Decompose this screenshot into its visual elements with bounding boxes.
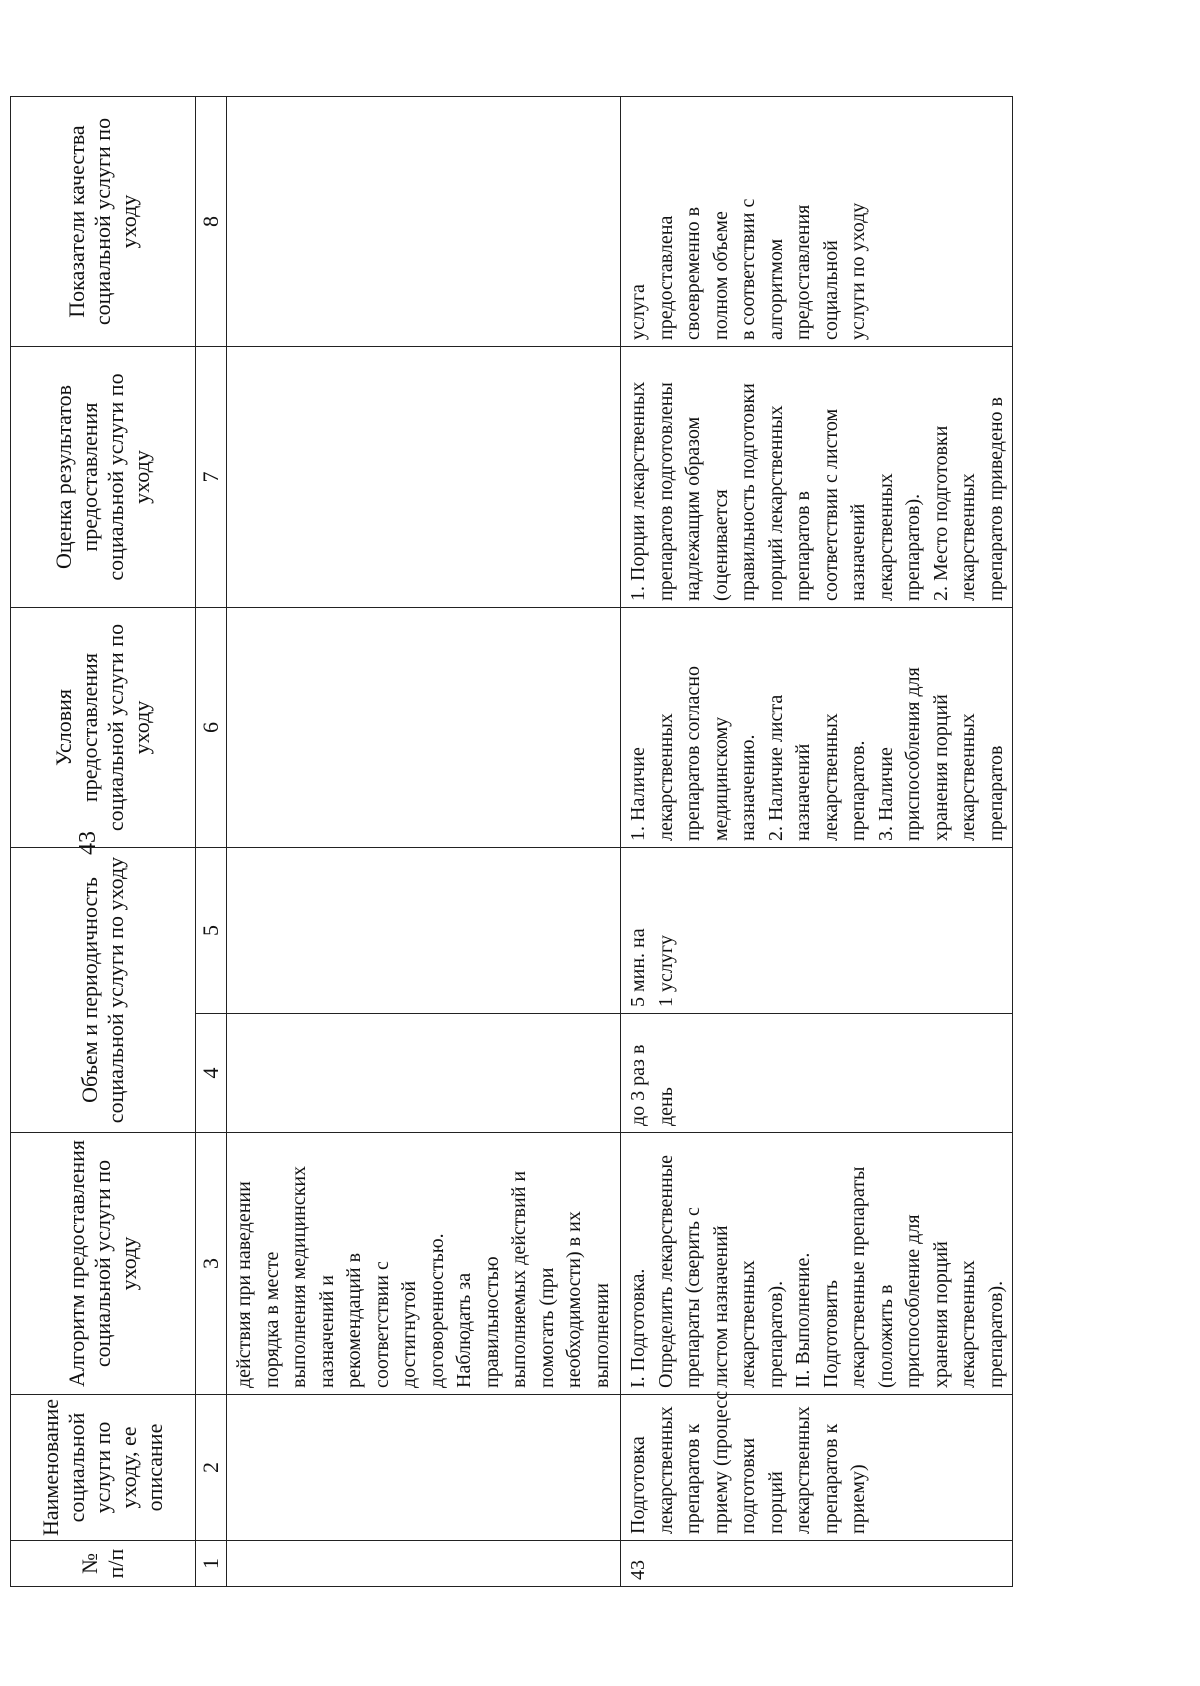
cell-algorithm [227,1133,621,1395]
column-number: 8 [196,97,227,347]
cell-line: лекарственных [957,473,979,601]
column-number: 2 [196,1395,227,1541]
cell-line: приему (процесс [709,1390,732,1534]
cell-line: препаратов. [847,740,869,841]
cell-number [227,1541,621,1587]
cell-line: алгоритмом [764,238,787,340]
cell-line: приспособление для [902,1214,924,1388]
cell-line: предоставлена [654,215,677,340]
cell-line: лекарственных [957,713,979,841]
cell-service-name [227,1395,621,1541]
cell-line: лекарственных [654,1406,677,1534]
cell-periodicity [227,848,621,1014]
table-row [227,97,621,1587]
cell-line: правильностью [480,1256,503,1388]
header-service-name: Наименование социальной услуги по уходу, ее описание [11,1395,196,1541]
cell-line: выполнении [590,1283,613,1388]
cell-conditions [621,608,1013,848]
cell-line: I. Подготовка. [627,1268,649,1388]
cell-line: препаратов). [902,493,924,601]
column-number: 5 [196,848,227,1014]
cell-line: действия при наведении [233,1181,255,1388]
services-table [10,97,1030,1587]
cell-line: правильность подготовки [737,383,759,601]
header-volume-periodicity: Объем и периодичность социальной услуги по уходу [11,848,196,1133]
cell-volume [621,1014,1013,1133]
header-quality: Показатели качества социальной услуги по уходу [11,97,196,347]
cell-line: Подготовка [627,1436,649,1534]
cell-line: препаратов). [984,1280,1007,1388]
cell-line: лекарственных [654,713,677,841]
header-number: № п/п [11,1541,196,1587]
cell-line: соответствии с листом [819,408,842,601]
cell-conditions [227,608,621,848]
cell-line: назначений [792,743,814,841]
cell-line: необходимости) в их [563,1211,585,1388]
cell-line: препаратов согласно [682,666,704,841]
header-algorithm: Алгоритм предоставления социальной услуги по уходу [11,1133,196,1395]
column-number: 6 [196,608,227,848]
cell-line: (оценивается [709,489,732,601]
cell-line: выполняемых действий и [508,1170,530,1388]
cell-line: надлежащим образом [682,416,704,601]
cell-line: препаратов подготовлены [654,382,677,601]
cell-evaluation [621,347,1013,608]
page-number: 43 [75,831,101,855]
cell-line: день [654,1087,677,1126]
cell-algorithm [621,1133,1013,1395]
table-row [621,97,1013,1587]
cell-line: препаратов приведено в [984,397,1007,601]
cell-line: до 3 раз в [627,1044,649,1126]
cell-line: листом назначений [709,1225,732,1388]
cell-line: предоставления [792,204,814,340]
cell-line: помогать (при [535,1267,558,1388]
cell-line: лекарственных [957,1260,979,1388]
cell-line: 1. Порции лекарственных [627,381,649,601]
cell-line: (положить в [874,1284,897,1388]
cell-line: препаратов к [819,1423,842,1534]
cell-line: 2. Место подготовки [929,425,952,601]
cell-quality [621,97,1013,347]
cell-line: лекарственных [874,473,897,601]
cell-line: порций лекарственных [764,405,787,601]
header-conditions: Условия предоставления социальной услуги по уходу [11,608,196,848]
cell-line: 2. Наличие листа [764,694,787,841]
cell-line: в соответствии с [737,198,759,340]
cell-line: препаратов). [764,1280,787,1388]
cell-line: выполнения медицинских [288,1165,310,1388]
cell-line: услуги по уходу [847,202,869,340]
cell-line: лекарственных [737,1260,759,1388]
cell-line: договоренностью. [425,1233,448,1388]
cell-volume [227,1014,621,1133]
cell-line: препаратов к [682,1423,704,1534]
cell-line: приему) [847,1464,869,1534]
column-number: 7 [196,347,227,608]
cell-periodicity [621,848,1013,1014]
cell-line: 1 услугу [654,934,677,1007]
cell-line: Подготовить [819,1280,842,1388]
cell-line: II. Выполнение. [792,1252,814,1388]
cell-service-name [621,1390,1013,1541]
cell-line: порций [764,1471,787,1534]
cell-quality [227,97,621,347]
cell-line: рекомендаций в [343,1252,365,1388]
cell-line: назначений и [315,1274,338,1388]
cell-line: своевременно в [682,206,704,340]
cell-line: подготовки [737,1437,759,1534]
cell-line: 5 мин. на [627,928,649,1007]
cell-line: препараты (сверить с [682,1207,704,1388]
cell-line: приспособления для [902,667,924,841]
cell-line: 3. Наличие [874,747,897,841]
cell-line: лекарственных [792,1406,814,1534]
cell-line: назначений [847,503,869,601]
column-number: 1 [196,1541,227,1587]
cell-line: соответствии с [370,1261,393,1388]
cell-line: достигнутой [398,1280,420,1388]
cell-number: 43 [621,1541,1013,1587]
column-numbers-row [196,97,227,1587]
column-number: 4 [196,1014,227,1133]
cell-line: 1. Наличие [627,747,649,841]
cell-line: социальной [819,240,842,340]
cell-line: препаратов [984,745,1007,841]
table-header-row [11,97,196,1587]
cell-line: назначению. [737,734,759,841]
cell-line: Наблюдать за [453,1272,475,1388]
cell-line: лекарственных [819,713,842,841]
cell-evaluation [227,347,621,608]
cell-line: лекарственные препараты [847,1166,869,1388]
cell-line: препаратов в [792,491,814,601]
column-number: 3 [196,1133,227,1395]
cell-line: хранения порций [929,1241,952,1388]
cell-line: хранения порций [929,694,952,841]
header-evaluation: Оценка результатов предоставления социальной услуги по уходу [11,347,196,608]
cell-line: услуга [627,284,649,340]
cell-line: медицинскому [709,716,732,841]
cell-line: Определить лекарственные [654,1154,677,1388]
cell-line: порядка в месте [260,1251,283,1388]
cell-line: полном объеме [709,211,732,340]
